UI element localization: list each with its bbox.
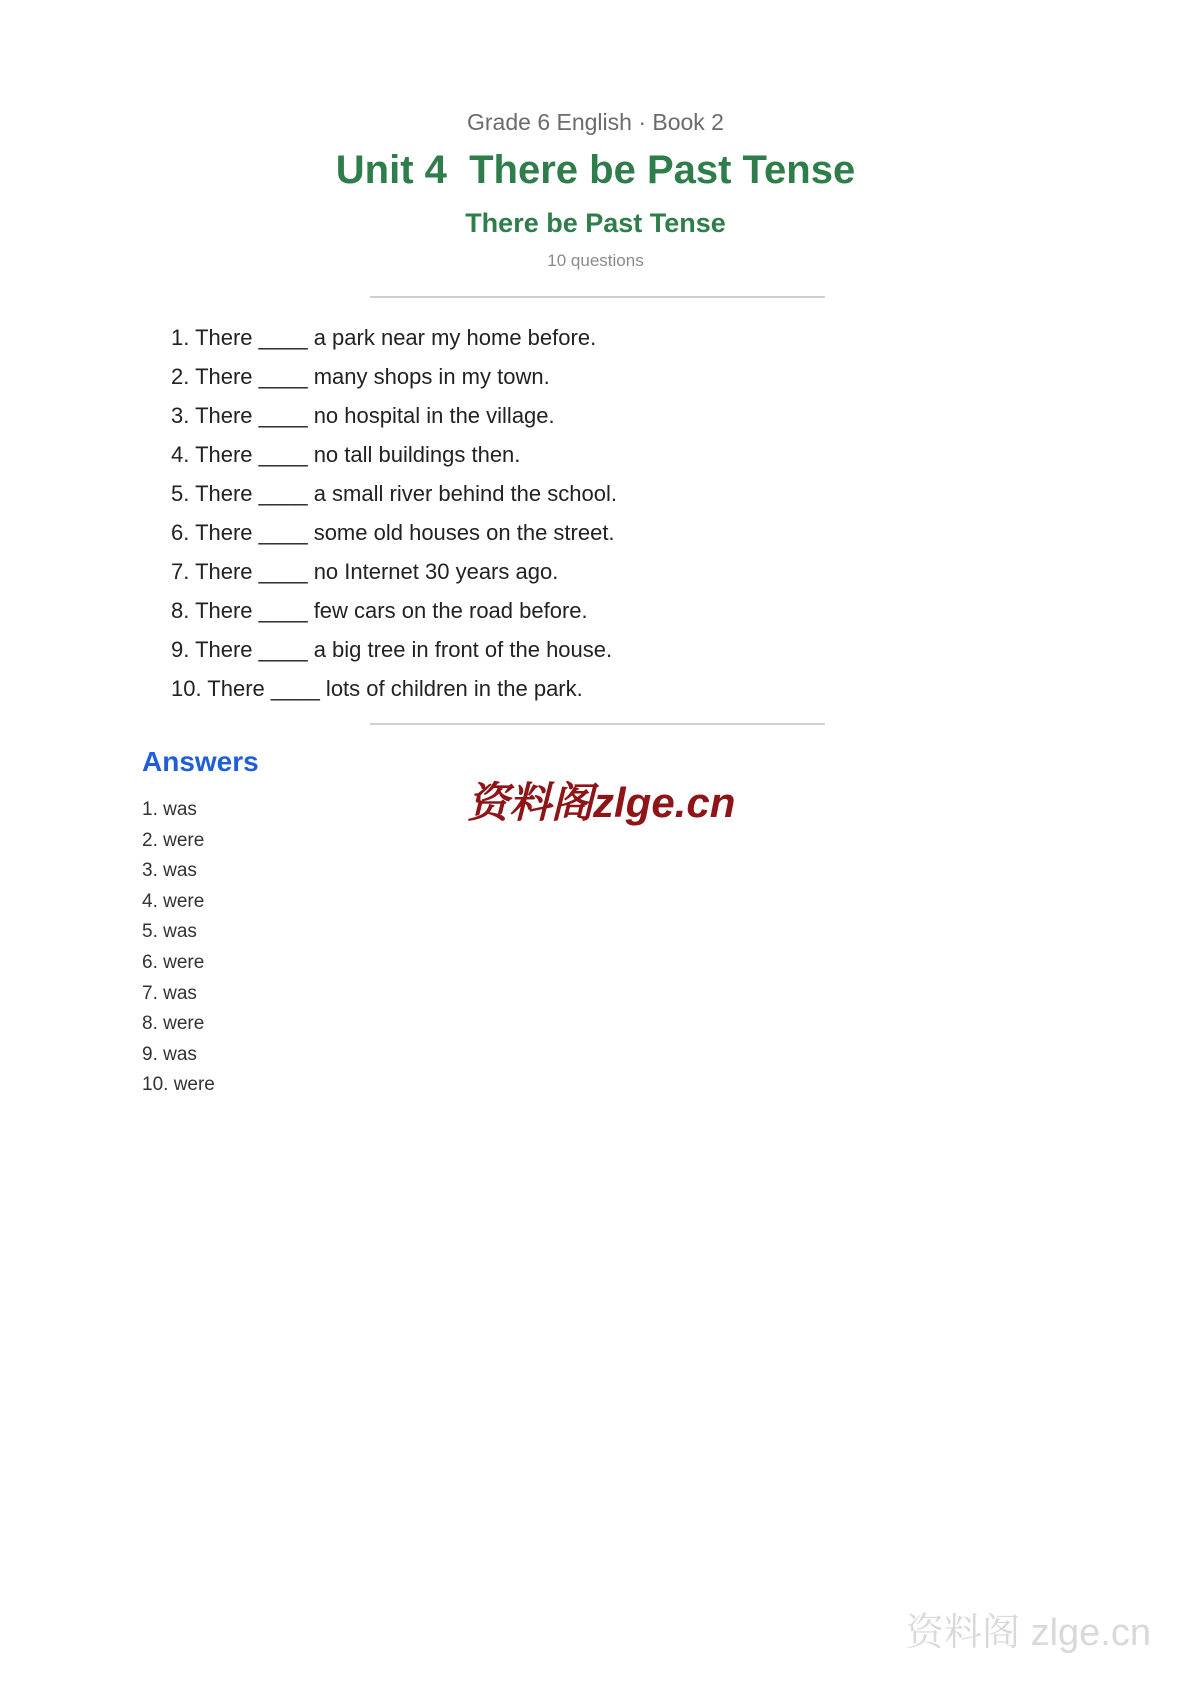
question-item: 9. There ____ a big tree in front of the house. — [171, 637, 613, 662]
worksheet-subtitle: There be Past Tense — [465, 208, 726, 238]
question-item: 10. There ____ lots of children in the park. — [171, 676, 583, 701]
course-label: Grade 6 English · Book 2 — [467, 109, 724, 135]
answer-item: 6. were — [142, 951, 205, 973]
unit-title: Unit 4 There be Past Tense — [335, 148, 856, 192]
answer-item: 9. was — [142, 1043, 197, 1065]
answer-item: 5. was — [142, 921, 197, 943]
site-stamp: 资料阁zlge.cn — [467, 779, 736, 826]
question-item: 8. There ____ few cars on the road before. — [171, 598, 588, 623]
divider-top — [370, 296, 825, 298]
question-count: 10 questions — [547, 251, 644, 270]
answer-item: 2. were — [142, 829, 205, 851]
answer-item: 10. were — [142, 1074, 215, 1096]
answer-item: 8. were — [142, 1013, 205, 1035]
question-item: 3. There ____ no hospital in the village. — [171, 403, 555, 428]
question-list — [171, 318, 617, 708]
site-watermark: 资料阁 zlge.cn — [906, 1612, 1151, 1654]
answer-item: 1. was — [142, 799, 197, 820]
worksheet-header — [0, 108, 1191, 272]
divider-bottom — [370, 723, 825, 725]
question-item: 2. There ____ many shops in my town. — [171, 364, 550, 389]
question-item: 4. There ____ no tall buildings then. — [171, 442, 521, 467]
answer-list — [142, 795, 215, 1101]
answers-heading: Answers — [142, 746, 259, 777]
question-item: 7. There ____ no Internet 30 years ago. — [171, 559, 559, 584]
answer-item: 3. was — [142, 860, 197, 882]
question-item: 5. There ____ a small river behind the school. — [171, 481, 617, 506]
question-item: 6. There ____ some old houses on the street. — [171, 520, 615, 545]
question-item: 1. There ____ a park near my home before. — [171, 325, 597, 350]
answer-item: 4. were — [142, 890, 205, 912]
answer-item: 7. was — [142, 982, 197, 1004]
